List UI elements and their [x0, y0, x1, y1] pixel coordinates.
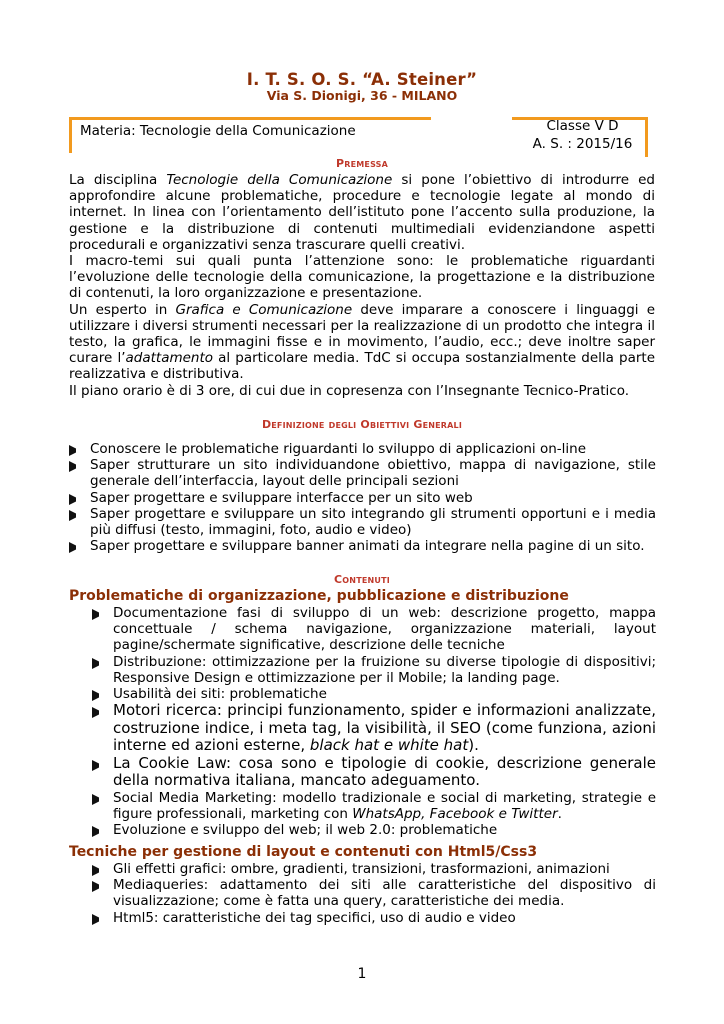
school-name: I. T. S. O. S. “A. Steiner”	[246, 70, 478, 89]
bullet-icon	[69, 509, 76, 520]
page-number: 1	[357, 966, 367, 982]
bullet-icon	[92, 705, 99, 716]
contents-list-2	[92, 861, 656, 926]
list-item: La Cookie Law: cosa sono e tipologie di cookie, descrizione generale della normativa italiana, mancato adeguamento.	[92, 755, 656, 790]
bullet-icon	[92, 758, 99, 769]
objectives-list	[69, 441, 656, 554]
premessa-text	[69, 172, 655, 399]
bullet-icon	[69, 493, 76, 504]
bullet-icon	[92, 825, 99, 836]
premessa-paragraph-4: Il piano orario è di 3 ore, di cui due in copresenza con l’Insegnante Tecnico-Pratico.	[69, 382, 630, 399]
list-item: Saper progettare e sviluppare interfacce per un sito web	[69, 490, 656, 506]
header-box-left-border	[69, 117, 72, 153]
list-item: Usabilità dei siti: problematiche	[92, 686, 656, 702]
bullet-icon	[92, 864, 99, 875]
premessa-paragraph-1: La disciplina Tecnologie della Comunicazione si pone l’obiettivo di introdurre ed approfondire alcune problematiche, procedure e tecnologie legate al mondo di internet. In linea con l’orientamento dell’istituto pone l’accento sulla produzione, la gestione e la distribuzione di contenuti multimediali evidenziandone aspetti procedurali e organizzativi senza trascurare quelli creativi.	[69, 172, 656, 253]
section-title-obiettivi: Definizione degli Obiettivi Generali	[261, 418, 463, 431]
class-box-right-border	[645, 117, 648, 157]
bullet-icon	[69, 541, 76, 552]
school-year: A. S. : 2015/16	[532, 135, 633, 152]
list-item: Html5: caratteristiche dei tag specifici, uso di audio e video	[92, 910, 656, 926]
school-address: Via S. Dionigi, 36 - MILANO	[266, 88, 458, 103]
class-info	[520, 118, 645, 153]
contents-list-1	[92, 605, 656, 838]
premessa-paragraph-3: Un esperto in Grafica e Comunicazione deve imparare a conoscere i linguaggi e utilizzare i diversi strumenti necessari per la realizzazione di un prodotto che integra il testo, la grafica, le immagini fisse e in movimento, l’audio, ecc.; deve inoltre saper curare l’adattamento al particolare media. TdC si occupa sostanzialmente della parte realizzativa e distributiva.	[69, 301, 655, 383]
list-item: Social Media Marketing: modello tradizionale e social di marketing, strategie e figure professionali, marketing con WhatsApp, Facebook e Twitter.	[92, 790, 656, 822]
list-item: Documentazione fasi di sviluppo di un web: descrizione progetto, mappa concettuale / schema navigazione, organizzazione materiali, layout pagine/schermate significative, descrizione delle tecniche	[92, 605, 656, 654]
header-box-top-border	[69, 117, 431, 120]
bullet-icon	[92, 880, 99, 891]
list-item: Gli effetti grafici: ombre, gradienti, transizioni, trasformazioni, animazioni	[92, 861, 656, 877]
section-title-premessa: Premessa	[335, 157, 389, 170]
bullet-icon	[92, 657, 99, 668]
list-item: Saper progettare e sviluppare banner animati da integrare nella pagine di un sito.	[69, 538, 656, 554]
bullet-icon	[92, 793, 99, 804]
section-title-contenuti: Contenuti	[334, 573, 390, 586]
subheading-tecniche: Tecniche per gestione di layout e contenuti con Html5/Css3	[69, 844, 538, 860]
subject-label: Materia: Tecnologie della Comunicazione	[80, 123, 356, 139]
list-item: Saper progettare e sviluppare un sito integrando gli strumenti opportuni e i media più diffusi (testo, immagini, foto, audio e video)	[69, 506, 656, 538]
bullet-icon	[92, 913, 99, 924]
bullet-icon	[92, 608, 99, 619]
list-item: Motori ricerca: principi funzionamento, spider e informazioni analizzate, costruzione indice, i meta tag, la visibilità, il SEO (come funziona, azioni interne ed azioni esterne, black hat e white hat).	[92, 702, 656, 755]
list-item: Saper strutturare un sito individuandone obiettivo, mappa di navigazione, stile generale dell’interfaccia, layout delle principali sezioni	[69, 457, 656, 489]
subheading-problematiche: Problematiche di organizzazione, pubblicazione e distribuzione	[69, 588, 569, 604]
list-item: Mediaqueries: adattamento dei siti alle caratteristiche del dispositivo di visualizzazione; come è fatta una query, caratteristiche dei media.	[92, 877, 656, 909]
premessa-paragraph-2: I macro-temi sui quali punta l’attenzione sono: le problematiche riguardanti l’evoluzione delle tecnologie della comunicazione, la progettazione e la distribuzione di contenuti, la loro organizzazione e presentazione.	[69, 253, 655, 302]
bullet-icon	[92, 689, 99, 700]
list-item: Distribuzione: ottimizzazione per la fruizione su diverse tipologie di dispositivi; Responsive Design e ottimizzazione per il Mobile; la landing page.	[92, 654, 656, 686]
bullet-icon	[69, 460, 76, 471]
list-item: Evoluzione e sviluppo del web; il web 2.0: problematiche	[92, 822, 656, 838]
list-item: Conoscere le problematiche riguardanti lo sviluppo di applicazioni on-line	[69, 441, 656, 457]
bullet-icon	[69, 444, 76, 455]
class-label: Classe V D	[546, 118, 619, 134]
